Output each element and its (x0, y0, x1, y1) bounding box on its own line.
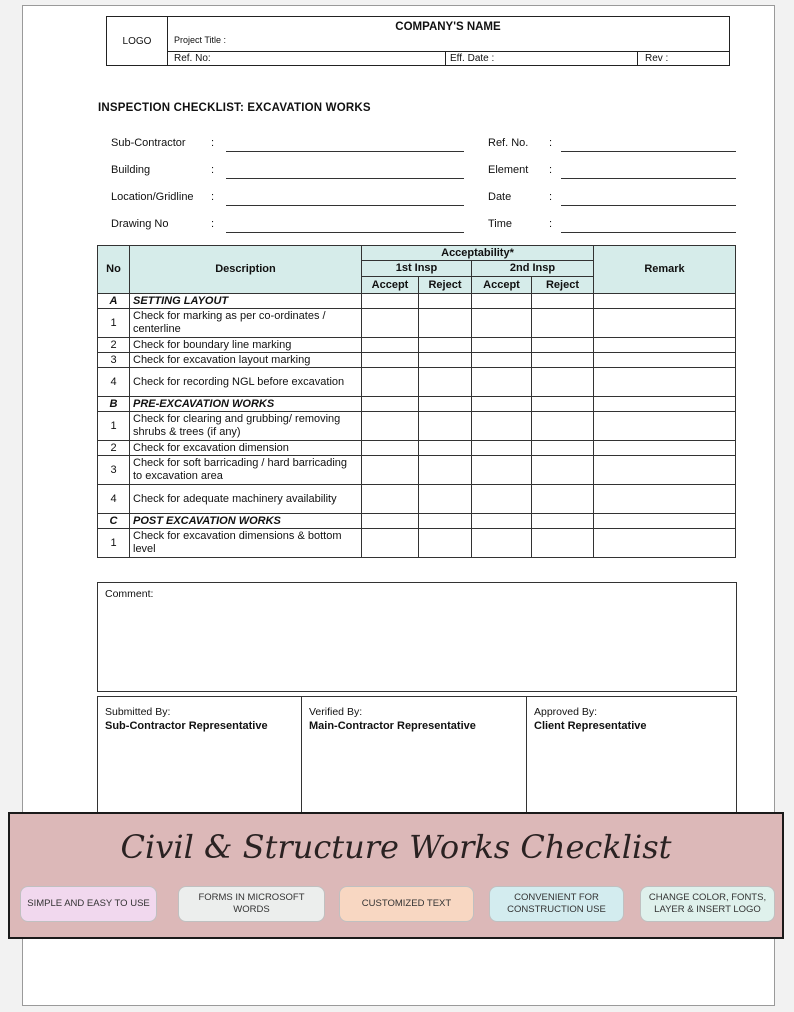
accept-1-cell[interactable] (362, 529, 419, 558)
element-label: Element (488, 164, 529, 176)
check-item-description: Check for excavation dimensions & bottom level (130, 529, 362, 558)
approved-by-role: Client Representative (534, 720, 647, 732)
remark-cell[interactable] (594, 309, 736, 338)
col-no-header: No (98, 246, 130, 294)
row-number: 1 (98, 412, 130, 441)
building-label: Building (111, 164, 151, 176)
check-item-description: Check for excavation layout marking (130, 353, 362, 368)
approved-by-label: Approved By: (534, 706, 598, 718)
field-colon: : (211, 137, 215, 149)
signature-block (97, 696, 737, 818)
project-title-label: Project Title : (174, 35, 227, 45)
table-row (98, 529, 736, 558)
reject-1-cell[interactable] (419, 412, 472, 441)
remark-cell[interactable] (594, 441, 736, 456)
eff-date-label: Eff. Date : (450, 53, 495, 64)
accept-2-cell[interactable] (472, 412, 532, 441)
reject-2-cell[interactable] (532, 397, 594, 412)
banner-title: Civil & Structure Works Checklist (120, 828, 672, 866)
remark-cell[interactable] (594, 294, 736, 309)
remark-cell[interactable] (594, 485, 736, 514)
comment-label: Comment: (105, 588, 154, 600)
reject-1-cell[interactable] (419, 353, 472, 368)
remark-cell[interactable] (594, 456, 736, 485)
section-row (98, 397, 736, 412)
remark-cell[interactable] (594, 529, 736, 558)
sub-contractor-label: Sub-Contractor (111, 137, 186, 149)
accept-1-cell[interactable] (362, 353, 419, 368)
table-row (98, 338, 736, 353)
accept-1-cell[interactable] (362, 368, 419, 397)
accept-1-cell[interactable] (362, 338, 419, 353)
reject-2-cell[interactable] (532, 294, 594, 309)
feature-pill: CONVENIENT FOR CONSTRUCTION USE (489, 886, 624, 922)
reject-2-cell[interactable] (532, 309, 594, 338)
second-insp-header: 2nd Insp (472, 261, 594, 277)
check-item-description: Check for boundary line marking (130, 338, 362, 353)
row-number: 1 (98, 309, 130, 338)
accept-2-cell[interactable] (472, 485, 532, 514)
logo-placeholder: LOGO (107, 17, 168, 65)
accept-2-cell[interactable] (472, 338, 532, 353)
accept-2-cell[interactable] (472, 397, 532, 412)
field-colon: : (211, 191, 215, 203)
col-remark-header: Remark (594, 246, 736, 294)
feature-pill: SIMPLE AND EASY TO USE (20, 886, 157, 922)
reject-2-cell[interactable] (532, 353, 594, 368)
field-colon: : (549, 164, 553, 176)
submitted-by-role: Sub-Contractor Representative (105, 720, 268, 732)
inspection-table (97, 245, 736, 558)
accept-1-cell[interactable] (362, 309, 419, 338)
company-name: COMPANY'S NAME (395, 21, 501, 33)
table-row (98, 353, 736, 368)
page-title: INSPECTION CHECKLIST: EXCAVATION WORKS (98, 102, 371, 114)
drawing-no-label: Drawing No (111, 218, 169, 230)
submitted-by-cell[interactable] (98, 697, 301, 818)
section-row (98, 294, 736, 309)
accept-2-cell[interactable] (472, 353, 532, 368)
header-ref-row (167, 51, 729, 66)
row-number: 4 (98, 485, 130, 514)
reject-2-cell[interactable] (532, 338, 594, 353)
element-field[interactable] (561, 178, 736, 179)
reject-1-cell[interactable] (419, 529, 472, 558)
reject-1-cell[interactable] (419, 294, 472, 309)
rev-label: Rev : (645, 53, 669, 64)
row-number: 2 (98, 338, 130, 353)
row-number: C (98, 514, 130, 529)
row-number: 1 (98, 529, 130, 558)
date-field[interactable] (561, 205, 736, 206)
feature-pill: CUSTOMIZED TEXT (339, 886, 474, 922)
accept-2-cell[interactable] (472, 529, 532, 558)
check-item-description: Check for excavation dimension (130, 441, 362, 456)
verified-by-cell[interactable] (302, 697, 526, 818)
reject-1-cell[interactable] (419, 309, 472, 338)
table-row (98, 412, 736, 441)
divider (445, 52, 446, 66)
reject-1-cell[interactable] (419, 368, 472, 397)
reject-header: Reject (532, 277, 594, 294)
promo-banner (8, 812, 784, 939)
reject-1-cell[interactable] (419, 338, 472, 353)
drawing-no-field[interactable] (226, 232, 464, 233)
reject-header: Reject (419, 277, 472, 294)
feature-pill: FORMS IN MICROSOFT WORDS (178, 886, 325, 922)
table-row (98, 441, 736, 456)
feature-pill: CHANGE COLOR, FONTS, LAYER & INSERT LOGO (640, 886, 775, 922)
row-number: 3 (98, 456, 130, 485)
row-number: 2 (98, 441, 130, 456)
submitted-by-label: Submitted By: (105, 706, 171, 718)
table-row (98, 485, 736, 514)
reject-2-cell[interactable] (532, 412, 594, 441)
first-insp-header: 1st Insp (362, 261, 472, 277)
field-colon: : (211, 164, 215, 176)
section-row (98, 514, 736, 529)
reject-1-cell[interactable] (419, 441, 472, 456)
row-number: B (98, 397, 130, 412)
accept-1-cell[interactable] (362, 456, 419, 485)
comment-box[interactable] (97, 582, 737, 692)
accept-2-cell[interactable] (472, 294, 532, 309)
reject-2-cell[interactable] (532, 514, 594, 529)
document-header (106, 16, 730, 66)
building-field[interactable] (226, 178, 464, 179)
accept-2-cell[interactable] (472, 441, 532, 456)
field-colon: : (549, 137, 553, 149)
check-item-description: Check for clearing and grubbing/ removing shrubs & trees (if any) (130, 412, 362, 441)
ref-no-field[interactable] (561, 151, 736, 152)
accept-2-cell[interactable] (472, 368, 532, 397)
location-gridline-label: Location/Gridline (111, 191, 194, 203)
field-colon: : (211, 218, 215, 230)
check-item-description: Check for adequate machinery availability (130, 485, 362, 514)
time-label: Time (488, 218, 513, 230)
row-number: A (98, 294, 130, 309)
ref-no-field-label: Ref. No. (488, 137, 529, 149)
divider (637, 52, 638, 66)
accept-1-cell[interactable] (362, 441, 419, 456)
table-row (98, 456, 736, 485)
accept-1-cell[interactable] (362, 412, 419, 441)
remark-cell[interactable] (594, 353, 736, 368)
time-field[interactable] (561, 232, 736, 233)
reject-1-cell[interactable] (419, 397, 472, 412)
verified-by-label: Verified By: (309, 706, 363, 718)
check-item-description: Check for recording NGL before excavation (130, 368, 362, 397)
field-colon: : (549, 191, 553, 203)
accept-2-cell[interactable] (472, 309, 532, 338)
remark-cell[interactable] (594, 514, 736, 529)
col-description-header: Description (130, 246, 362, 294)
verified-by-role: Main-Contractor Representative (309, 720, 476, 732)
accept-2-cell[interactable] (472, 456, 532, 485)
section-title: SETTING LAYOUT (130, 294, 362, 309)
accept-1-cell[interactable] (362, 485, 419, 514)
table-row (98, 368, 736, 397)
remark-cell[interactable] (594, 397, 736, 412)
reject-1-cell[interactable] (419, 485, 472, 514)
remark-cell[interactable] (594, 412, 736, 441)
accept-header: Accept (472, 277, 532, 294)
table-row (98, 309, 736, 338)
reject-2-cell[interactable] (532, 529, 594, 558)
reject-1-cell[interactable] (419, 514, 472, 529)
row-number: 3 (98, 353, 130, 368)
reject-2-cell[interactable] (532, 441, 594, 456)
reject-1-cell[interactable] (419, 456, 472, 485)
field-colon: : (549, 218, 553, 230)
remark-cell[interactable] (594, 338, 736, 353)
row-number: 4 (98, 368, 130, 397)
approved-by-cell[interactable] (527, 697, 736, 818)
accept-header: Accept (362, 277, 419, 294)
check-item-description: Check for soft barricading / hard barricading to excavation area (130, 456, 362, 485)
accept-1-cell[interactable] (362, 514, 419, 529)
reject-2-cell[interactable] (532, 456, 594, 485)
sub-contractor-field[interactable] (226, 151, 464, 152)
accept-1-cell[interactable] (362, 294, 419, 309)
date-label: Date (488, 191, 512, 203)
accept-2-cell[interactable] (472, 514, 532, 529)
reject-2-cell[interactable] (532, 485, 594, 514)
section-title: PRE-EXCAVATION WORKS (130, 397, 362, 412)
acceptability-header: Acceptability* (362, 246, 594, 261)
section-title: POST EXCAVATION WORKS (130, 514, 362, 529)
ref-no-label: Ref. No: (174, 53, 211, 64)
check-item-description: Check for marking as per co-ordinates / centerline (130, 309, 362, 338)
reject-2-cell[interactable] (532, 368, 594, 397)
remark-cell[interactable] (594, 368, 736, 397)
location-gridline-field[interactable] (226, 205, 464, 206)
accept-1-cell[interactable] (362, 397, 419, 412)
